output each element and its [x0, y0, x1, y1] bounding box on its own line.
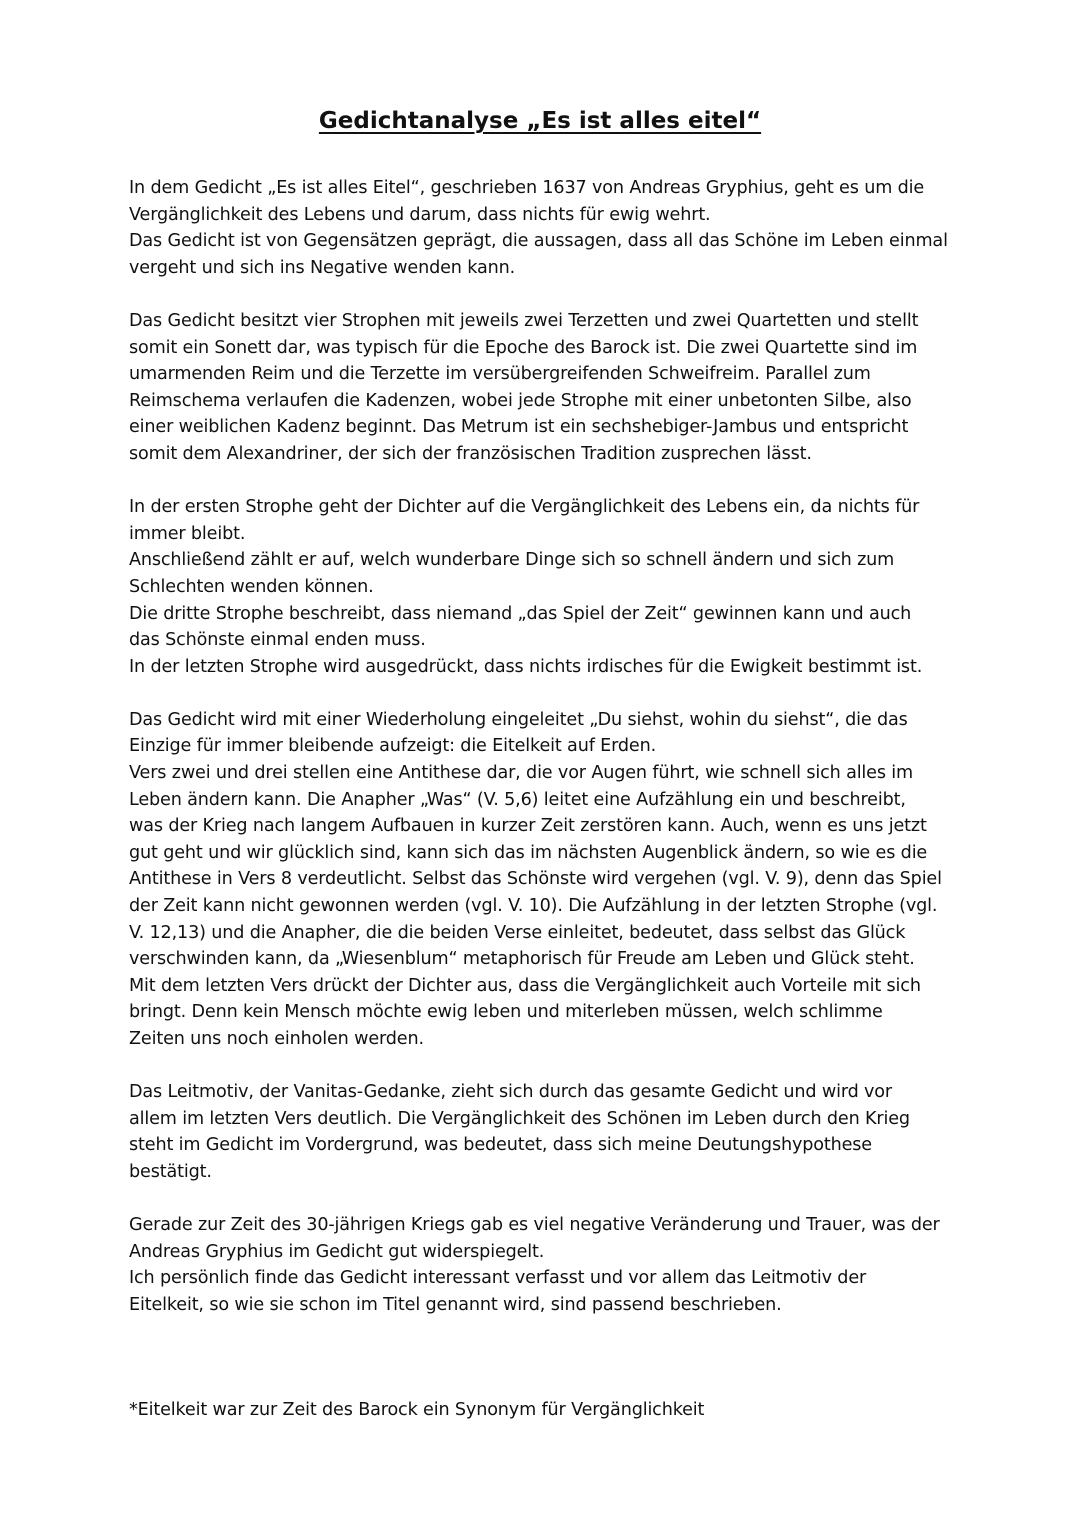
text-line: umarmenden Reim und die Terzette im versübergreifenden Schweifreim. Parallel zum: [129, 364, 871, 385]
text-line: gut geht und wir glücklich sind, kann sich das im nächsten Augenblick ändern, so wie es die: [129, 842, 928, 863]
footnote: *Eitelkeit war zur Zeit des Barock ein Synonym für Vergänglichkeit: [129, 1400, 705, 1420]
text-line: allem im letzten Vers deutlich. Die Vergänglichkeit des Schönen im Leben durch den Krieg: [129, 1108, 910, 1129]
document-body: [129, 175, 989, 1319]
text-line: verschwinden kann, da „Wiesenblum“ metaphorisch für Freude am Leben und Glück steht.: [129, 949, 915, 970]
text-line: In dem Gedicht „Es ist alles Eitel“, geschrieben 1637 von Andreas Gryphius, geht es um die: [129, 178, 925, 198]
text-line: bestätigt.: [129, 1161, 212, 1182]
text-line: Schlechten wenden können.: [129, 576, 374, 597]
text-line: einer weiblichen Kadenz beginnt. Das Metrum ist ein sechshebiger-Jambus und entspricht: [129, 417, 909, 438]
paragraph-gap: [129, 281, 989, 308]
paragraph-gap: [129, 1186, 989, 1213]
text-line: Ich persönlich finde das Gedicht interessant verfasst und vor allem das Leitmotiv der: [129, 1268, 867, 1289]
text-line: Gerade zur Zeit des 30-jährigen Kriegs gab es viel negative Veränderung und Trauer, was der: [129, 1215, 940, 1236]
document-title: Gedichtanalyse „Es ist alles eitel“: [318, 108, 762, 134]
paragraph-gap: [129, 680, 989, 707]
text-line: Zeiten uns noch einholen werden.: [129, 1029, 424, 1049]
text-line: V. 12,13) und die Anapher, die die beiden Verse einleitet, bedeutet, dass selbst das Glück: [129, 922, 906, 943]
text-line: immer bleibt.: [129, 523, 246, 544]
text-line: Das Gedicht ist von Gegensätzen geprägt, die aussagen, dass all das Schöne im Leben einmal: [129, 231, 948, 252]
paragraph-form: [129, 308, 989, 468]
text-line: In der ersten Strophe geht der Dichter auf die Vergänglichkeit des Lebens ein, da nichts für: [129, 497, 920, 518]
text-line: Vergänglichkeit des Lebens und darum, dass nichts für ewig wehrt.: [129, 204, 711, 225]
text-line: Vers zwei und drei stellen eine Antithese dar, die vor Augen führt, wie schnell sich alles im: [129, 763, 914, 784]
text-line: Das Leitmotiv, der Vanitas-Gedanke, zieht sich durch das gesamte Gedicht und wird vor: [129, 1082, 893, 1103]
text-line: Antithese in Vers 8 verdeutlicht. Selbst das Schönste wird vergehen (vgl. V. 9), denn das Spiel: [129, 869, 942, 890]
text-line: Anschließend zählt er auf, welch wunderbare Dinge sich so schnell ändern und sich zum: [129, 550, 895, 571]
text-line: somit ein Sonett dar, was typisch für die Epoche des Barock ist. Die zwei Quartette sind im: [129, 337, 918, 358]
text-line: vergeht und sich ins Negative wenden kann.: [129, 257, 516, 278]
paragraph-gap: [129, 468, 989, 495]
paragraph-analysis: [129, 707, 989, 1053]
text-line: das Schönste einmal enden muss.: [129, 630, 426, 651]
text-line: bringt. Denn kein Mensch möchte ewig leben und miterleben müssen, welch schlimme: [129, 1002, 883, 1023]
text-line: was der Krieg nach langem Aufbauen in kurzer Zeit zerstören kann. Auch, wenn es uns jetzt: [129, 816, 927, 837]
text-line: In der letzten Strophe wird ausgedrückt, dass nichts irdisches für die Ewigkeit bestimmt ist.: [129, 656, 923, 677]
text-line: Das Gedicht wird mit einer Wiederholung eingeleitet „Du siehst, wohin du siehst“, die das: [129, 709, 908, 730]
paragraph-gap: [129, 1053, 989, 1080]
text-line: steht im Gedicht im Vordergrund, was bedeutet, dass sich meine Deutungshypothese: [129, 1135, 872, 1156]
text-line: somit dem Alexandriner, der sich der französischen Tradition zusprechen lässt.: [129, 443, 812, 464]
paragraph-content: [129, 494, 989, 680]
paragraph-leitmotiv: [129, 1079, 989, 1185]
text-line: Die dritte Strophe beschreibt, dass niemand „das Spiel der Zeit“ gewinnen kann und auch: [129, 603, 912, 624]
paragraph-introduction: [129, 175, 989, 281]
text-line: Reimschema verlaufen die Kadenzen, wobei jede Strophe mit einer unbetonten Silbe, also: [129, 390, 912, 411]
paragraph-conclusion: [129, 1212, 989, 1318]
text-line: der Zeit kann nicht gewonnen werden (vgl. V. 10). Die Aufzählung in der letzten Strophe (vgl.: [129, 896, 938, 917]
text-line: Andreas Gryphius im Gedicht gut widerspiegelt.: [129, 1241, 545, 1262]
text-line: Leben ändern kann. Die Anapher „Was“ (V. 5,6) leitet eine Aufzählung ein und beschreibt,: [129, 789, 906, 810]
text-line: Eitelkeit, so wie sie schon im Titel genannt wird, sind passend beschrieben.: [129, 1294, 782, 1315]
text-line: Mit dem letzten Vers drückt der Dichter aus, dass die Vergänglichkeit auch Vorteile mit sich: [129, 975, 921, 996]
text-line: Das Gedicht besitzt vier Strophen mit jeweils zwei Terzetten und zwei Quartetten und stellt: [129, 310, 919, 331]
text-line: Einzige für immer bleibende aufzeigt: die Eitelkeit auf Erden.: [129, 736, 657, 757]
